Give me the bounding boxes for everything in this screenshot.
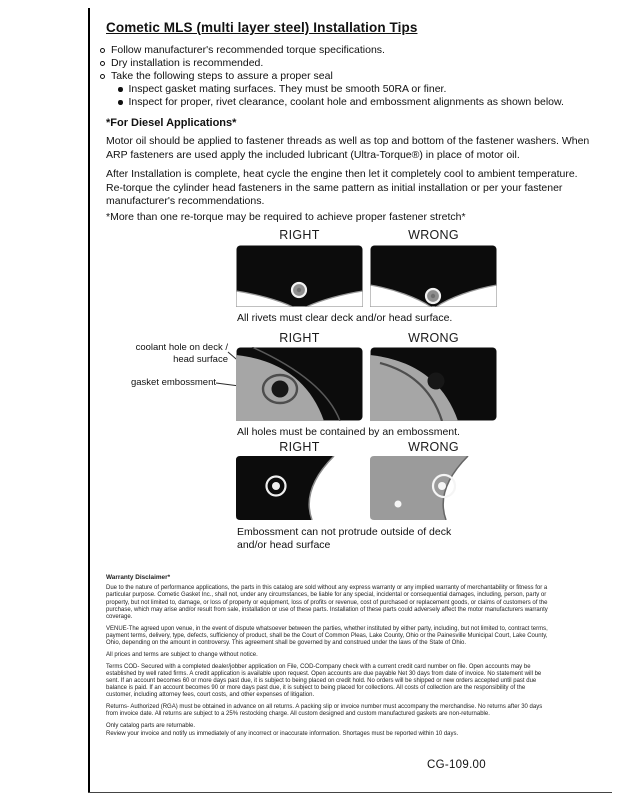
list-item <box>100 70 592 83</box>
right-label: RIGHT <box>279 228 320 242</box>
warranty-paragraph: VENUE-The agreed upon venue, in the event of dispute whatsoever between the parties, whether instituted by either party, including, but not limited to, contract terms, payment terms, delivery, type, defects, sufficiency of product, shall be the Court of Common Pleas, Lake County, Ohio or the Painesville Municipal Court, Lake County, Ohio, depending on the amount in controversy. This agreement shall be governed by and construed under the laws of the State of Ohio. <box>106 625 548 647</box>
diagram-caption: All rivets must clear deck and/or head surface. <box>237 312 453 324</box>
page-left-border <box>88 8 90 793</box>
warranty-paragraph: Due to the nature of performance applications, the parts in this catalog are sold without any express warranty or any implied warranty of merchantability or fitness for a particular purpose. Cometic Gasket Inc., shall not, under any circumstances, be liable for any special, incidental or consequential damages, including, person, party or property, but not limited to, damage, or loss of property or equipment, loss of profits or revenue, cost of purchased or replacement goods, or claims of customers of the purchase, which may arise and/or result from sale, installation or use of these parts. Installation of these parts could adversely affect the motor manufacturers warranty coverage. <box>106 585 548 621</box>
warranty-paragraph: All prices and terms are subject to change without notice. <box>106 651 258 658</box>
diagram-deck-edge-right-image <box>236 456 363 520</box>
diagram-caption: Embossment can not protrude outside of deck and/or head surface <box>237 526 452 551</box>
right-label: RIGHT <box>279 440 320 454</box>
warranty-paragraph: Returns- Authorized (RGA) must be obtained in advance on all returns. A packing slip or invoice number must accompany the merchandise. No returns after 30 days from invoice date. All returns are subject to a 25% restocking charge. All custom designed and custom manufactured gaskets are non-returnable. <box>106 704 543 718</box>
diagram-embossment-right-image <box>236 347 363 421</box>
warranty-heading: Warranty Disclaimer* <box>106 574 171 581</box>
list-item-text: Take the following steps to assure a proper seal <box>111 70 333 82</box>
warranty-paragraph: Only catalog parts are returnable. <box>106 722 196 729</box>
list-item <box>100 44 592 57</box>
warranty-paragraph: Review your invoice and notify us immediately of any incorrect or inaccurate information. Shortages must be reported within 10 days. <box>106 730 459 737</box>
diagram-embossment-wrong-image <box>370 347 497 421</box>
list-item-text: Follow manufacturer's recommended torque specifications. <box>111 44 385 56</box>
wrong-label: WRONG <box>408 331 459 345</box>
circle-bullet-icon <box>100 74 105 79</box>
retorque-note: *More than one re-torque may be required to achieve proper fastener stretch* <box>106 211 466 223</box>
gasket-embossment-callout: gasket embossment <box>130 377 216 388</box>
right-label: RIGHT <box>279 331 320 345</box>
diagram-caption: All holes must be contained by an embossment. <box>237 426 460 438</box>
list-item-text: Inspect for proper, rivet clearance, coolant hole and embossment alignments as shown below. <box>128 96 564 108</box>
tips-list <box>100 44 592 109</box>
sub-list-item <box>118 96 592 109</box>
warranty-disclaimer-section <box>106 574 548 742</box>
diesel-paragraph-2: After Installation is complete, heat cycle the engine then let it completely cool to ambient temperature. Re-torque the cylinder head fasteners in the same pattern as initial installation or per your fastener manufacturer's recommendations. <box>106 168 578 207</box>
wrong-label: WRONG <box>408 440 459 454</box>
dot-bullet-icon <box>118 100 123 105</box>
page-bottom-border <box>88 792 612 793</box>
warranty-paragraph: Terms COD- Secured with a completed dealer/jobber application on File, COD-Company check with a current credit card number on file. Open accounts may be established by well rated firms. A credit application is available upon request. Open accounts are due payable Net 30 days from date of invoice. No statement will be sent. If an account becomes 60 or more days past due, it is subject to being placed on credit hold. No orders will be shipped or new orders accepted until past due balance is paid. If an account becomes 90 or more days past due, it is subject to being placed for collections. All costs of collection are the responsibility of the customer, including attorney fees, court costs, and other expenses of litigation. <box>106 663 542 699</box>
dot-bullet-icon <box>118 87 123 92</box>
circle-bullet-icon <box>100 48 105 53</box>
page-code: CG-109.00 <box>427 759 486 771</box>
circle-bullet-icon <box>100 61 105 66</box>
page-title: Cometic MLS (multi layer steel) Installation Tips <box>106 20 418 35</box>
diagram-rivet-right-image <box>236 245 363 307</box>
coolant-hole-callout: coolant hole on deck / head surface <box>135 342 228 365</box>
diagram-deck-edge-wrong-image <box>370 456 497 520</box>
list-item <box>100 57 592 70</box>
diagram-rivet-wrong-image <box>370 245 497 307</box>
sub-list-item <box>118 83 592 96</box>
list-item-text: Inspect gasket mating surfaces. They must be smooth 50RA or finer. <box>128 83 447 95</box>
diesel-applications-heading: *For Diesel Applications* <box>106 117 237 129</box>
list-item-text: Dry installation is recommended. <box>111 57 264 69</box>
wrong-label: WRONG <box>408 228 459 242</box>
diesel-paragraph-1: Motor oil should be applied to fastener threads as well as top and bottom of the fastener washers. When ARP fasteners are used apply the included lubricant (Ultra-Torque®) in place of motor oil. <box>106 135 590 161</box>
